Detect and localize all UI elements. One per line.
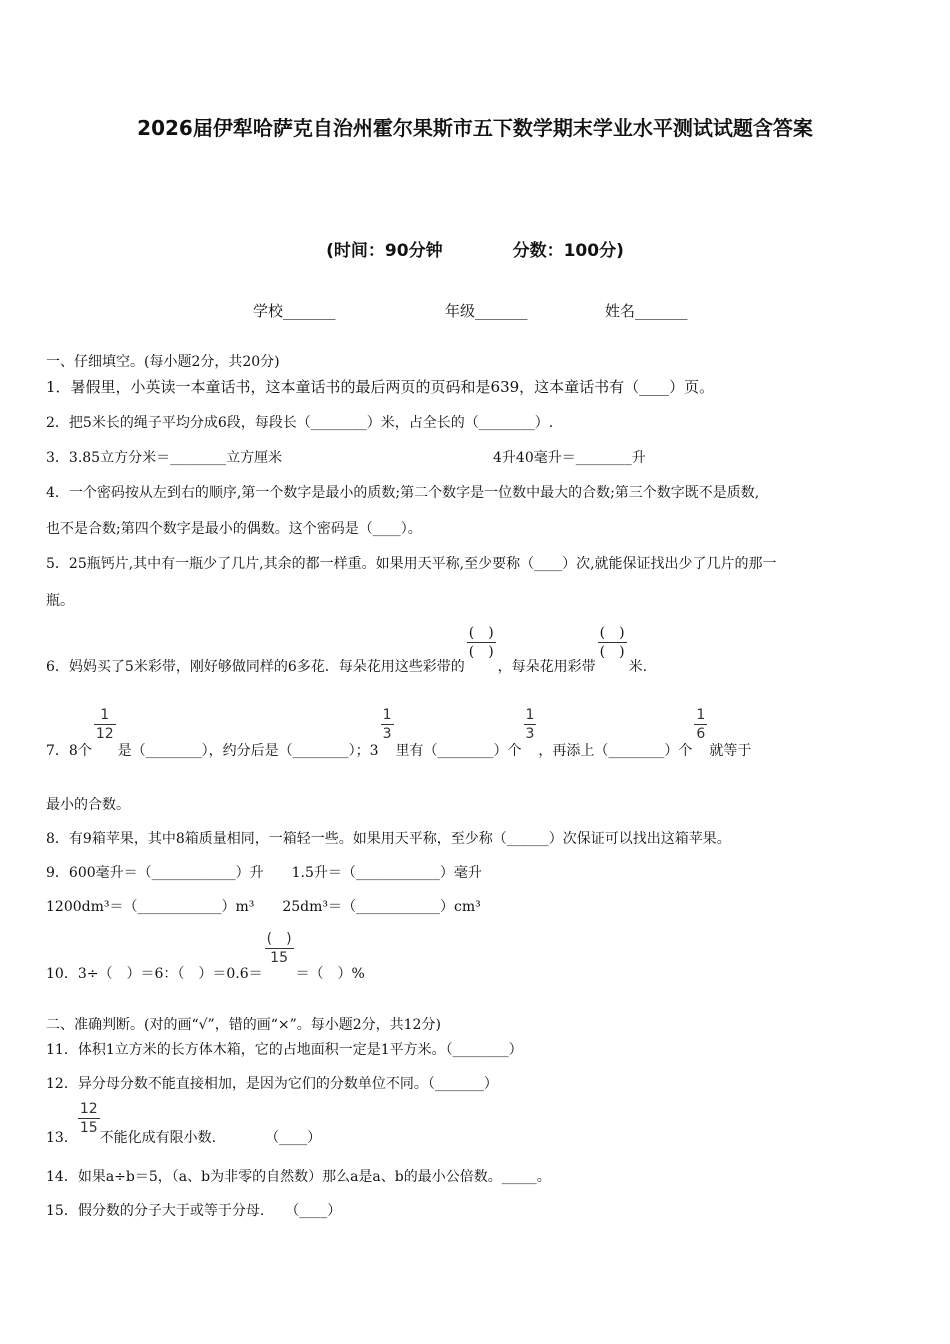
section-1-heading: 一、仔细填空。(每小题2分，共20分) [46,354,280,370]
question-5-line1: 5．25瓶钙片,其中有一瓶少了几片,其余的都一样重。如果用天平称,至少要称（____）次,就能保证找出少了几片的那一 [46,556,777,572]
question-10-text-a: 10．3÷（ ）＝6：（ ）＝0.6＝ [46,965,263,982]
question-3a: 3．3.85立方分米＝________立方厘米 [46,450,283,466]
question-12: 12．异分母分数不能直接相加，是因为它们的分数单位不同。（_______） [46,1076,498,1092]
name-field: 姓名_______ [605,302,688,320]
fraction-blank-15: $\frac{( )}{15}$ [266,931,292,966]
question-7-line2: 最小的合数。 [46,797,130,813]
question-13-text: 不能化成有限小数. （____） [99,1129,322,1146]
school-field: 学校_______ [253,302,336,320]
question-9-line2: 1200dm³＝（____________）m³ 25dm³＝（____________）cm³ [46,899,481,915]
question-10-text-b: ＝（ ）% [295,965,365,982]
fraction-1-3: $\frac{1}{3}$ [382,707,392,742]
question-2: 2．把5米长的绳子平均分成6段，每段长（________）米，占全长的（________）. [46,415,554,431]
question-5-line2: 瓶。 [46,593,74,609]
score-info: 分数：100分) [512,241,624,261]
fraction-1-12: $\frac{1}{12}$ [95,707,114,742]
question-13-number: 13． [46,1129,78,1146]
question-6-text-c: 米. [628,658,648,675]
question-7-text-e: 就等于 [709,742,752,759]
question-6-text-b: ，每朵花用彩带 [497,658,596,675]
fraction-blank: $\frac{( )}{( )}$ [599,625,625,660]
question-10 [46,930,365,982]
question-7-text-c: 里有（________）个 [395,742,522,759]
question-11: 11．体积1立方米的长方体木箱，它的占地面积一定是1平方米。（________） [46,1042,523,1058]
question-7-text-a: 7．8个 [46,742,92,759]
fraction-12-15: $\frac{12}{15}$ [79,1101,98,1136]
fraction-blank: $\frac{( )}{( )}$ [468,625,494,660]
question-4-line1: 4．一个密码按从左到右的顺序,第一个数字是最小的质数;第二个数字是一位数中最大的合数;第三个数字既不是质数, [46,485,760,501]
question-7-text-b: 是（________），约分后是（________）；3 [117,742,379,759]
question-3b: 4升40毫升＝________升 [493,450,646,466]
question-6 [46,620,648,675]
question-7 [46,706,752,759]
grade-field: 年级_______ [445,302,528,320]
question-8: 8．有9箱苹果，其中8箱质量相同，一箱轻一些。如果用天平称，至少称（______）次保证可以找出这箱苹果。 [46,831,731,847]
question-13 [46,1100,322,1146]
question-1: 1．暑假里，小英读一本童话书，这本童话书的最后两页的页码和是639，这本童话书有（____）页。 [46,378,715,396]
question-14: 14．如果a÷b＝5，（a、b为非零的自然数）那么a是a、b的最小公倍数。_____。 [46,1169,551,1185]
section-2-heading: 二、准确判断。(对的画“√”，错的画“×”。每小题2分，共12分) [46,1017,441,1033]
page-title: 2026届伊犁哈萨克自治州霍尔果斯市五下数学期末学业水平测试试题含答案 [137,116,813,140]
fraction-1-3: $\frac{1}{3}$ [525,707,535,742]
question-6-text-a: 6．妈妈买了5米彩带，刚好够做同样的6多花．每朵花用这些彩带的 [46,658,465,675]
question-7-text-d: ，再添上（________）个 [538,742,693,759]
question-15: 15．假分数的分子大于或等于分母. （____） [46,1203,342,1219]
fraction-1-6: $\frac{1}{6}$ [696,707,706,742]
exam-meta [0,236,950,261]
time-info: (时间：90分钟 [326,241,443,261]
question-9-line1: 9．600毫升＝（____________）升 1.5升＝（____________）毫升 [46,865,482,881]
question-4-line2: 也不是合数;第四个数字是最小的偶数。这个密码是（____）。 [46,521,422,537]
